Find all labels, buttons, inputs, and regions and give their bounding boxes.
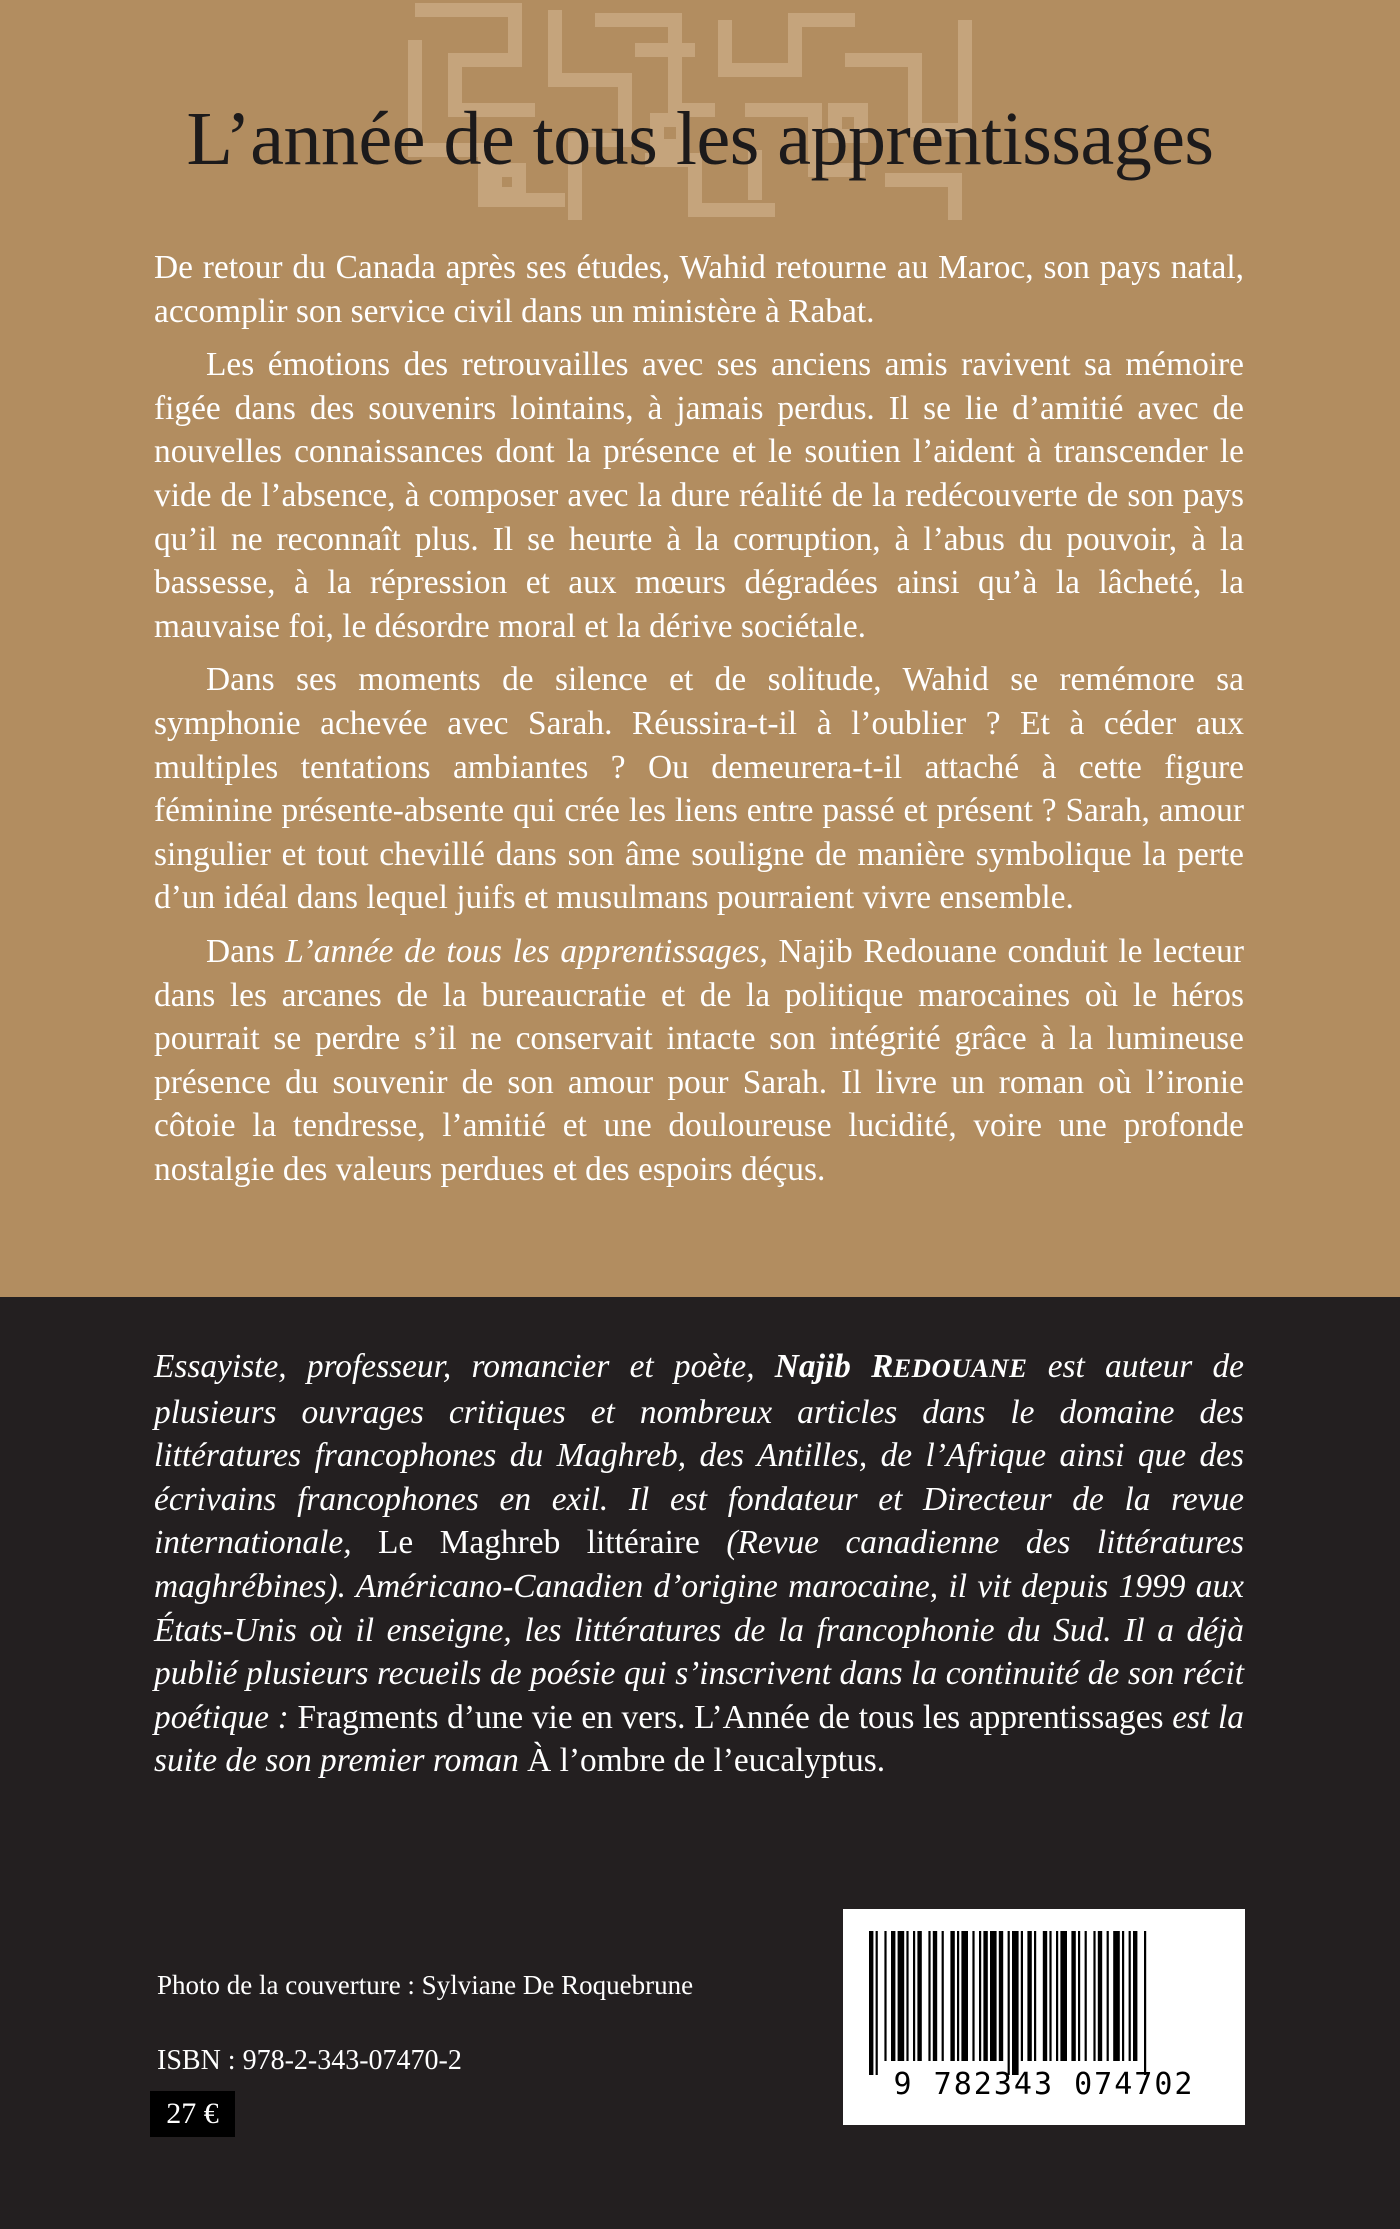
barcode-bar [913,1931,915,2061]
synopsis [154,246,1244,1201]
barcode-bar [1133,1931,1137,2061]
barcode-bar [961,1931,968,2061]
barcode-bar [972,1931,974,2061]
photo-credit: Photo de la couverture : Sylviane De Roquebrune [157,1970,694,2000]
barcode-bar [1085,1931,1087,2061]
barcode-bar [933,1931,937,2061]
synopsis-paragraph-1: De retour du Canada après ses études, Wahid retourne au Maroc, son pays natal, accomplir son service civil dans un ministère à Rabat. [154,249,1244,330]
barcode-bar [1107,1931,1109,2061]
barcode-bar [869,1931,873,2075]
barcode-bar [1093,1931,1095,2061]
synopsis-p4-book-title: L’année de tous les apprentissages [285,932,760,970]
bio-part-1: est auteur de plusieurs ouvrages critiques et nombreux articles dans le domaine des littératures francophones du Maghreb, des Antilles, de l’Afrique ainsi que des écrivains francophones en exil. Il est fondateur et Directeur de la revue internationale, [154,1348,1244,1562]
barcode-bar [1078,1931,1080,2061]
barcode-bar [1021,1931,1023,2061]
barcode-bar [950,1931,954,2061]
barcode-bar [1012,1931,1019,2075]
barcode-bar [1049,1931,1051,2061]
synopsis-p4-start: Dans [206,932,286,970]
synopsis-p4-rest: , Najib Redouane conduit le lecteur dans les arcanes de la bureaucratie et de la politique marocaines où le héros pourrait se perdre s’il ne conservait intacte son intégrité grâce à la lumineuse présence du souvenir de son amour pour Sarah. Il livre un roman où l’ironie côtoie la tendresse, l’amitié et une douloureuse lucidité, voire une profonde nostalgie des valeurs perdues et des espoirs déçus. [154,932,1244,1188]
barcode-bar [906,1931,908,2061]
synopsis-paragraph-2: Les émotions des retrouvailles avec ses anciens amis ravivent sa mémoire figée dans des souvenirs lointains, à jamais perdus. Il se lie d’amitié avec de nouvelles connaissances dont la présence et le soutien l’aident à transcender le vide de l’absence, à composer avec la dure réalité de la redécouverte de son pays qu’il ne reconnaît plus. Il se heurte à la corruption, à l’abus du pouvoir, à la bassesse, à la répression et aux mœurs dégradées ainsi qu’à la lâcheté, la mauvaise foi, le désordre moral et la dérive sociétale. [154,346,1244,645]
isbn: ISBN : 978-2-343-07470-2 [157,2045,462,2076]
barcode-bar [990,1931,997,2061]
barcode-bar [1056,1931,1058,2061]
author-name-rest: EDOUANE [893,1353,1028,1383]
bio-part-2: (Revue canadienne des littératures maghrébines). Américano-Canadien d’origine marocaine, il vit depuis 1999 aux États-Unis où il enseigne, les littératures de la francophonie du Sud. Il a déjà publié plusieurs recueils de poésie qui s’inscrivent dans la continuité de son récit poétique : [154,1524,1245,1736]
barcode-bar [1071,1931,1075,2061]
barcode-bar [884,1931,886,2061]
barcode-bar [999,1931,1003,2061]
barcode-bar [1008,1931,1010,2075]
barcode-digits: 9 782343 074702 [893,2067,1195,2102]
barcode-bar [1144,1931,1146,2075]
bio-book-1: Fragments d’une vie en vers. L’Année de tous les apprentissages [288,1698,1164,1736]
barcode-bar [1034,1931,1036,2061]
barcode-bar [891,1931,895,2061]
barcode-bar [1122,1931,1124,2061]
synopsis-paragraph-4 [154,930,1244,1192]
synopsis-paragraph-3: Dans ses moments de silence et de solitude, Wahid se remémore sa symphonie achevée avec Sarah. Réussira-t-il à l’oublier ? Et à céder aux multiples tentations ambiantes ? Ou demeurera-t-il attaché à cette figure féminine présente-absente qui crée les liens entre passé et présent ? Sarah, amour singulier et tout chevillé dans son âme souligne de manière symbolique la perte d’un idéal dans lequel juifs et musulmans pourraient vivre ensemble. [154,661,1244,917]
author-biography [154,1345,1244,1783]
barcode-bar [1098,1931,1102,2061]
barcode-bar [1129,1931,1131,2061]
barcode-bar [979,1931,981,2061]
bio-journal-name: Le Maghreb littéraire [351,1524,727,1562]
price-tag: 27 € [150,2091,235,2137]
barcode-bar [917,1931,921,2061]
barcode-bar [876,1931,878,2075]
barcode-bar [898,1931,905,2061]
barcode-bar [1043,1931,1047,2061]
bio-intro: Essayiste, professeur, romancier et poète, [154,1348,775,1385]
barcode-bar [1060,1931,1067,2061]
barcode-bar [983,1931,987,2061]
barcode-bar [957,1931,959,2061]
bio-part-3: est la suite de son premier roman [154,1698,1244,1780]
barcode [843,1909,1245,2125]
bio-book-2: À l’ombre de l’eucalyptus. [518,1742,886,1780]
book-title: L’année de tous les apprentissages [186,97,1214,181]
barcode-bar [1113,1931,1120,2061]
author-name [775,1348,1028,1385]
author-name-first: Najib R [774,1348,894,1385]
barcode-bar [1027,1931,1031,2061]
barcode-bar [942,1931,944,2061]
barcode-bar [928,1931,930,2061]
